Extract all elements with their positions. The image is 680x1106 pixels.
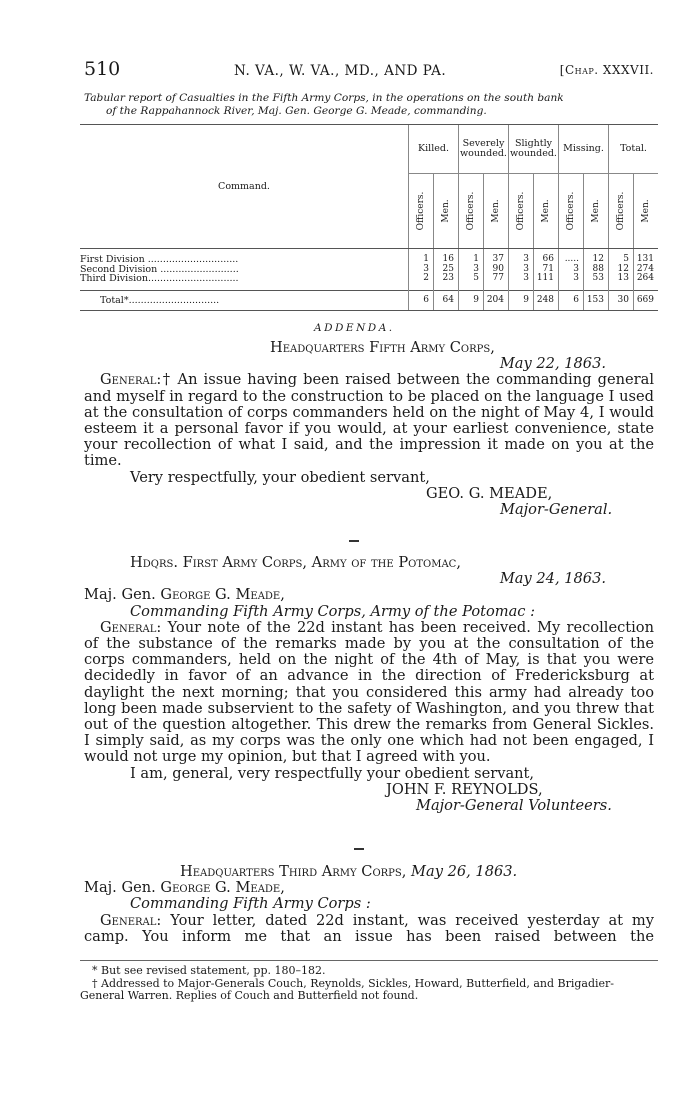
footnotes: [80, 965, 658, 1003]
footnote-marker-dagger: †: [161, 371, 172, 389]
letter-2-salutation: General:: [100, 618, 162, 636]
table-row: [80, 249, 658, 265]
command-header: Command.: [80, 125, 409, 249]
letter-3-salutation: General:: [100, 911, 162, 929]
letter-2-date: May 24, 1863.: [499, 570, 606, 588]
subheader-men: Men.: [584, 174, 609, 249]
value-cell: 23: [434, 274, 459, 290]
letter-2-heading: Hdqrs. First Army Corps, Army of the Potomac,: [130, 554, 461, 571]
addenda-title: ADDENDA.: [314, 322, 395, 334]
letter-1-signature: GEO. G. MEADE,: [426, 484, 553, 502]
letter-2-closing: I am, general, very respectfully your obedient servant,: [130, 764, 535, 782]
total-value-cell: 64: [434, 290, 459, 311]
subheader-men: Men.: [534, 174, 559, 249]
running-title: N. VA., W. VA., MD., AND PA.: [234, 63, 447, 79]
letter-2-title: Major-General Volunteers.: [416, 797, 612, 815]
value-cell: 71: [534, 265, 559, 275]
value-cell: 264: [634, 274, 659, 290]
letter-1-heading: Headquarters Fifth Army Corps,: [270, 339, 495, 356]
value-cell: 90: [484, 265, 509, 275]
letter-2-signature: JOHN F. REYNOLDS,: [386, 780, 543, 798]
letter-3-heading: Headquarters Third Army Corps, May 26, 1863.: [180, 863, 518, 880]
letter-3: [84, 864, 654, 945]
value-cell: 3: [509, 265, 534, 275]
footnote-dagger: † Addressed to Major-Generals Couch, Reynolds, Sickles, Howard, Butterfield, and Brigadier-General Warren. Replies of Couch and Butterfield not found.: [80, 976, 615, 1002]
value-cell: .....: [559, 249, 584, 265]
casualties-table: [80, 124, 658, 311]
value-cell: 5: [609, 249, 634, 265]
value-cell: 274: [634, 265, 659, 275]
total-value-cell: 6: [559, 290, 584, 311]
command-cell: Second Division ..........................: [80, 264, 239, 274]
command-cell: Third Division..............................: [80, 274, 239, 284]
subheader-officers: Officers.: [609, 174, 634, 249]
value-cell: 16: [434, 249, 459, 265]
letter-2-addressee-role: Commanding Fifth Army Corps, Army of the Potomac :: [130, 602, 536, 620]
subheader-officers: Officers.: [409, 174, 434, 249]
value-cell: 37: [484, 249, 509, 265]
subheader-officers: Officers.: [559, 174, 584, 249]
group-header-severely-wounded: Severely wounded.: [459, 125, 509, 174]
total-value-cell: 6: [409, 290, 434, 311]
group-header-slightly-wounded: Slightly wounded.: [509, 125, 559, 174]
table-row: [80, 265, 658, 275]
caption-line-2: of the Rappahannock River, Maj. Gen. George G. Meade, commanding.: [106, 105, 487, 117]
value-cell: 77: [484, 274, 509, 290]
group-header-missing: Missing.: [559, 125, 609, 174]
value-cell: 3: [509, 249, 534, 265]
total-value-cell: 669: [634, 290, 659, 311]
table-caption: [84, 92, 659, 118]
total-label: Total*..............................: [80, 290, 409, 311]
total-row: [80, 290, 658, 311]
value-cell: 3: [559, 274, 584, 290]
section-divider: [349, 540, 359, 542]
group-header-killed: Killed.: [409, 125, 459, 174]
total-value-cell: 9: [459, 290, 484, 311]
value-cell: 131: [634, 249, 659, 265]
value-cell: 12: [584, 249, 609, 265]
value-cell: 12: [609, 265, 634, 275]
value-cell: 2: [409, 274, 434, 290]
total-value-cell: 204: [484, 290, 509, 311]
value-cell: 111: [534, 274, 559, 290]
letter-1-body: General:† An issue having been raised between the commanding general and myself in regard to the construction to be placed on the language I used at the consultation of corps commanders held on the night of May 4, I would esteem it a personal favor if you would, at your earliest convenience, state your recollection of what I said, and the impression it made on you at the time.: [84, 371, 655, 470]
letter-1-salutation: General:: [100, 371, 162, 389]
page-header: [84, 58, 654, 82]
letter-3-addressee-role: Commanding Fifth Army Corps :: [130, 895, 371, 913]
value-cell: 3: [559, 265, 584, 275]
value-cell: 3: [459, 265, 484, 275]
value-cell: 66: [534, 249, 559, 265]
footnote-asterisk: * But see revised statement, pp. 180–182.: [92, 964, 326, 977]
subheader-men: Men.: [434, 174, 459, 249]
letter-1-date: May 22, 1863.: [499, 355, 606, 373]
letter-1-title: Major-General.: [500, 501, 613, 519]
value-cell: 88: [584, 265, 609, 275]
letter-1-closing: Very respectfully, your obedient servant,: [130, 468, 430, 486]
value-cell: 1: [459, 249, 484, 265]
subheader-officers: Officers.: [509, 174, 534, 249]
letter-3-body: General: Your letter, dated 22d instant, was received yesterday at my camp. You inform me that an issue has been raised between the: [84, 911, 654, 945]
letter-2-body: General: Your note of the 22d instant has been received. My recollection of the substance of the remarks made by you at the consultation of the corps commanders, held on the night of the 4th of May, is that you were decidedly in favor of an advance in the direction of Fredericksburg at daylight the next morning; that you considered this army had already too long been made subservient to the safety of Washington, and you threw that out of the question altogether. This drew the remarks from General Sickles. I simply said, as my corps was the only one which had not been engaged, I would not urge my opinion, but that I agreed with you.: [84, 618, 654, 766]
footnote-divider: [80, 960, 658, 961]
letter-3-addressee: Maj. Gen. George G. Meade,: [84, 879, 285, 897]
value-cell: 3: [509, 274, 534, 290]
value-cell: 53: [584, 274, 609, 290]
letter-2: [84, 555, 654, 814]
chapter-label: [Chap. XXXVII.: [559, 63, 654, 77]
letter-2-addressee: Maj. Gen. George G. Meade,: [84, 586, 285, 604]
value-cell: 3: [409, 265, 434, 275]
caption-line-1: Tabular report of Casualties in the Fifth Army Corps, in the operations on the south bank: [84, 92, 564, 104]
group-header-total: Total.: [609, 125, 659, 174]
value-cell: 5: [459, 274, 484, 290]
total-value-cell: 9: [509, 290, 534, 311]
total-value-cell: 153: [584, 290, 609, 311]
total-value-cell: 30: [609, 290, 634, 311]
value-cell: 1: [409, 249, 434, 265]
table-row: [80, 274, 658, 290]
subheader-officers: Officers.: [459, 174, 484, 249]
command-cell: First Division ..............................: [80, 254, 239, 265]
page-number: 510: [84, 58, 121, 80]
total-value-cell: 248: [534, 290, 559, 311]
subheader-men: Men.: [484, 174, 509, 249]
letter-1: [84, 340, 654, 518]
value-cell: 25: [434, 265, 459, 275]
value-cell: 13: [609, 274, 634, 290]
subheader-men: Men.: [634, 174, 659, 249]
section-divider: [354, 848, 364, 850]
